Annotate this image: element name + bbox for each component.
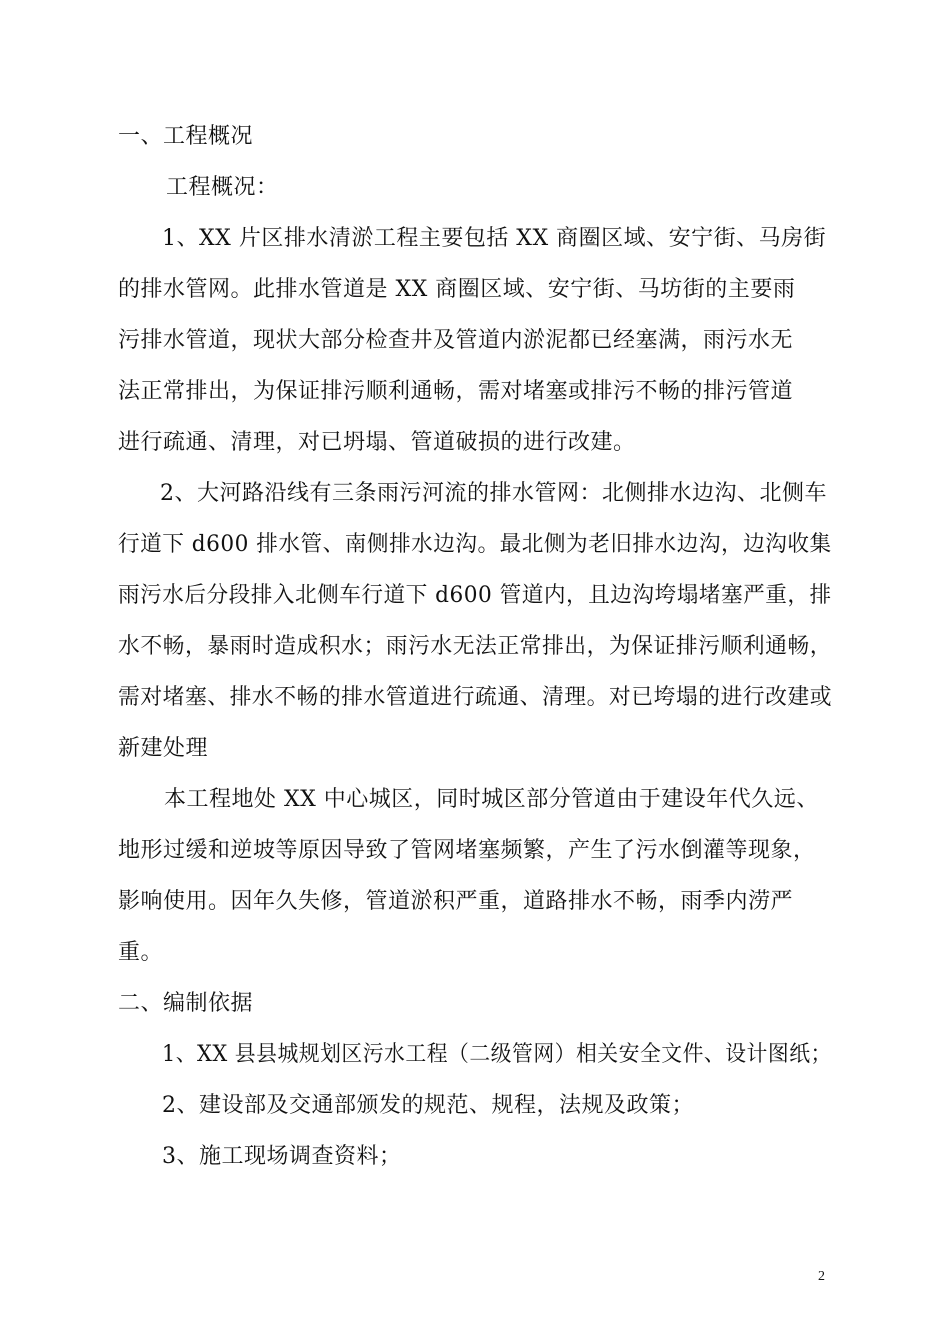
paragraph-3-line-1: 本工程地处 XX 中心城区，同时城区部分管道由于建设年代久远、 [164, 787, 819, 812]
section-1-heading: 一、工程概况 [118, 124, 254, 149]
paragraph-2-line-6: 新建处理 [118, 736, 209, 761]
paragraph-1-line-1: 1、XX 片区排水清淤工程主要包括 XX 商圈区域、安宁街、马房街 [162, 226, 827, 251]
paragraph-3-line-3: 影响使用。因年久失修，管道淤积严重，道路排水不畅，雨季内涝严 [118, 889, 794, 914]
paragraph-2-line-1: 2、大河路沿线有三条雨污河流的排水管网：北侧排水边沟、北侧车 [160, 481, 827, 506]
paragraph-3-line-4: 重。 [118, 940, 164, 965]
paragraph-2-line-5: 需对堵塞、排水不畅的排水管道进行疏通、清理。对已垮塌的进行改建或 [118, 685, 833, 710]
paragraph-3-line-2: 地形过缓和逆坡等原因导致了管网堵塞频繁，产生了污水倒灌等现象， [118, 838, 816, 863]
paragraph-2-line-4: 水不畅，暴雨时造成积水；雨污水无法正常排出，为保证排污顺利通畅， [118, 634, 833, 659]
paragraph-2-line-2: 行道下 d600 排水管、南侧排水边沟。最北侧为老旧排水边沟，边沟收集 [118, 532, 832, 557]
section-1-subheading: 工程概况： [166, 175, 279, 200]
basis-item-2: 2、建设部及交通部颁发的规范、规程，法规及政策； [162, 1093, 694, 1118]
section-2-heading: 二、编制依据 [118, 991, 254, 1016]
page-number: 2 [818, 1269, 825, 1284]
paragraph-1-line-2: 的排水管网。此排水管道是 XX 商圈区域、安宁街、马坊街的主要雨 [118, 277, 796, 302]
paragraph-1-line-5: 进行疏通、清理，对已坍塌、管道破损的进行改建。 [118, 430, 636, 455]
basis-item-1: 1、XX 县县城规划区污水工程（二级管网）相关安全文件、设计图纸； [162, 1042, 832, 1067]
paragraph-1-line-4: 法正常排出，为保证排污顺利通畅，需对堵塞或排污不畅的排污管道 [118, 379, 794, 404]
paragraph-1-line-3: 污排水管道，现状大部分检查井及管道内淤泥都已经塞满，雨污水无 [118, 328, 794, 353]
basis-item-3: 3、施工现场调查资料； [162, 1144, 402, 1169]
paragraph-2-line-3: 雨污水后分段排入北侧车行道下 d600 管道内，且边沟垮塌堵塞严重，排 [118, 583, 832, 608]
